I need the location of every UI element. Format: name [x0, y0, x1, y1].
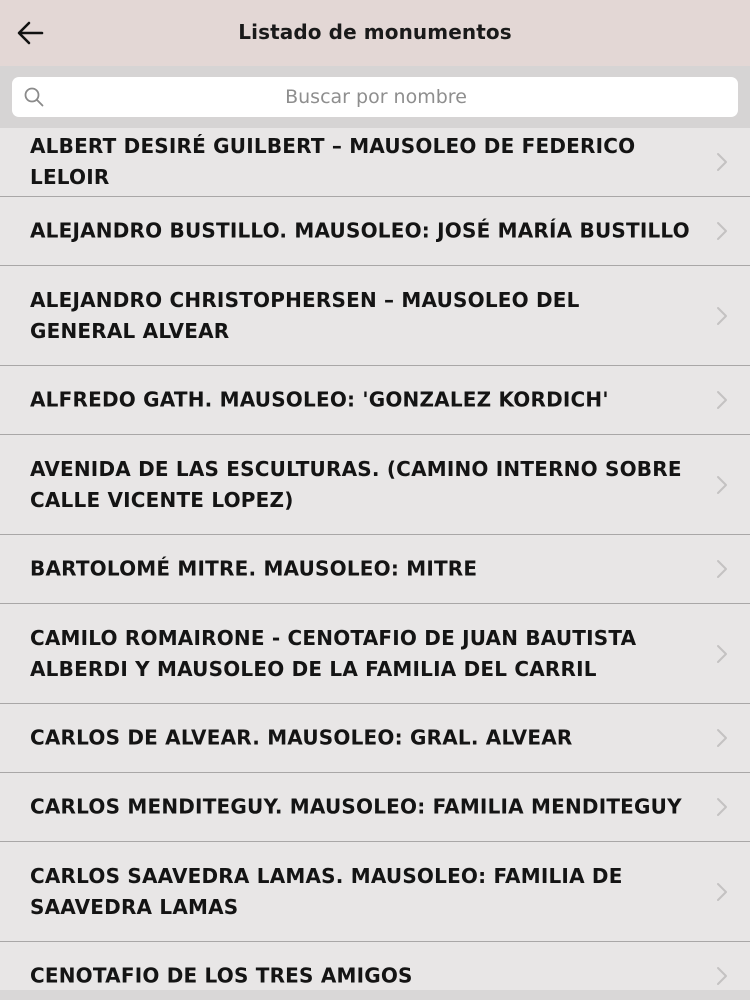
search-bar [0, 66, 750, 128]
chevron-right-icon [716, 559, 728, 579]
chevron-right-icon [716, 390, 728, 410]
chevron-right-icon [716, 797, 728, 817]
list-item[interactable] [0, 704, 750, 773]
chevron-right-icon [716, 152, 728, 172]
chevron-right-icon [716, 306, 728, 326]
monument-list [0, 128, 750, 1000]
list-item-label: CARLOS SAAVEDRA LAMAS. MAUSOLEO: FAMILIA DE SAAVEDRA LAMAS [30, 863, 623, 919]
list-item-label: ALFREDO GATH. MAUSOLEO: 'GONZALEZ KORDICH' [30, 387, 609, 412]
chevron-right-icon [716, 475, 728, 495]
page-title: Listado de monumentos [238, 20, 512, 44]
list-item-label: CENOTAFIO DE LOS TRES AMIGOS [30, 963, 413, 988]
list-item[interactable] [0, 435, 750, 535]
header-bar [0, 0, 750, 66]
list-item[interactable] [0, 535, 750, 604]
list-item[interactable] [0, 128, 750, 197]
list-item-label: CARLOS DE ALVEAR. MAUSOLEO: GRAL. ALVEAR [30, 725, 573, 750]
list-item[interactable] [0, 197, 750, 266]
list-item-label: ALBERT DESIRÉ GUILBERT – MAUSOLEO DE FEDERICO LELOIR [30, 134, 636, 189]
list-item-label: ALEJANDRO CHRISTOPHERSEN – MAUSOLEO DEL GENERAL ALVEAR [30, 287, 580, 343]
list-item-label: ALEJANDRO BUSTILLO. MAUSOLEO: JOSÉ MARÍA BUSTILLO [30, 218, 690, 243]
list-item-label: CARLOS MENDITEGUY. MAUSOLEO: FAMILIA MENDITEGUY [30, 794, 682, 819]
chevron-right-icon [716, 728, 728, 748]
search-input[interactable] [56, 77, 696, 117]
list-item[interactable] [0, 842, 750, 942]
list-item-label: CAMILO ROMAIRONE - CENOTAFIO DE JUAN BAUTISTA ALBERDI Y MAUSOLEO DE LA FAMILIA DEL CARRIL [30, 625, 637, 681]
bottom-edge [0, 990, 750, 1000]
list-item[interactable] [0, 773, 750, 842]
search-box[interactable] [12, 77, 738, 117]
chevron-right-icon [716, 966, 728, 986]
search-icon [23, 86, 45, 108]
list-item[interactable] [0, 366, 750, 435]
list-item[interactable] [0, 604, 750, 704]
list-item-label: BARTOLOMÉ MITRE. MAUSOLEO: MITRE [30, 556, 478, 581]
list-item[interactable] [0, 266, 750, 366]
list-item-label: AVENIDA DE LAS ESCULTURAS. (CAMINO INTERNO SOBRE CALLE VICENTE LOPEZ) [30, 456, 682, 512]
chevron-right-icon [716, 644, 728, 664]
chevron-right-icon [716, 221, 728, 241]
chevron-right-icon [716, 882, 728, 902]
